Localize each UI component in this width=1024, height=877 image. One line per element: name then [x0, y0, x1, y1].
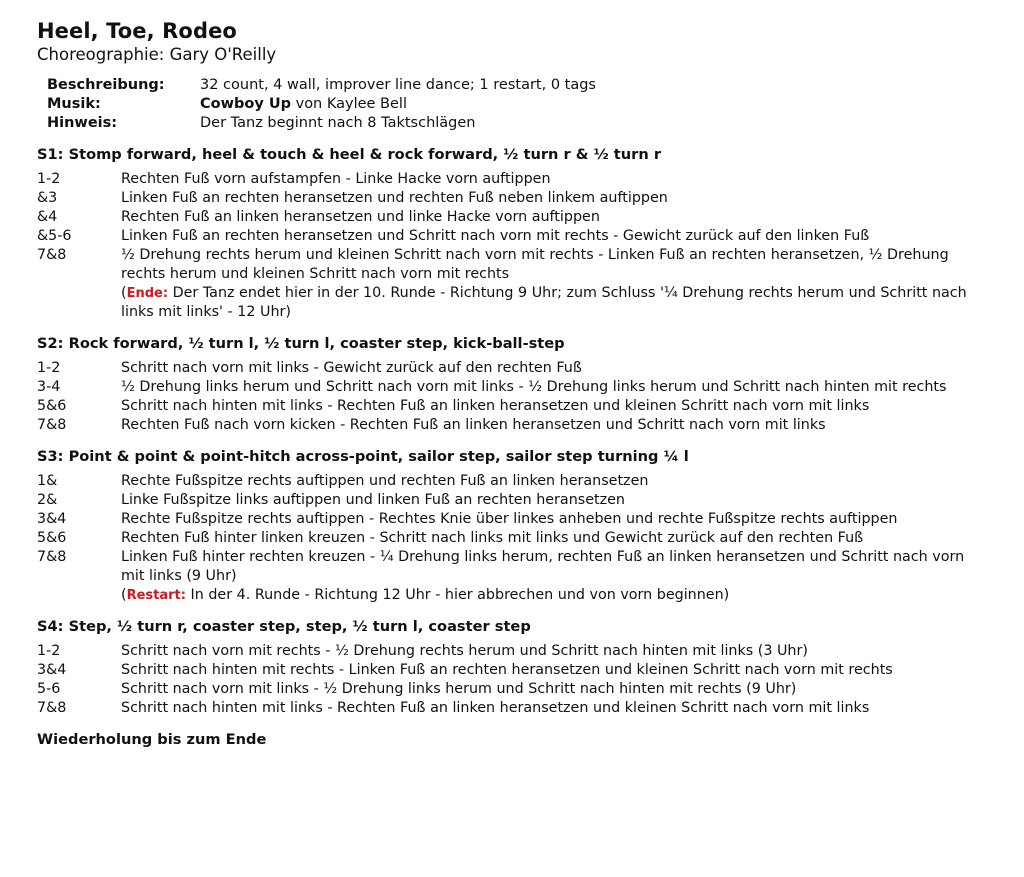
info-value: Der Tanz beginnt nach 8 Taktschlägen — [200, 115, 476, 131]
step-row — [37, 548, 1024, 586]
step-count: &5-6 — [37, 228, 72, 244]
step-description: Linken Fuß hinter rechten kreuzen - ¼ Drehung links herum, rechten Fuß an linken heransetzen und Schritt nach vorn mit links (9 Uhr) — [121, 549, 965, 584]
step-row — [37, 397, 1024, 416]
step-count: 3&4 — [37, 511, 67, 527]
info-row-note — [47, 114, 1024, 133]
section-4 — [37, 617, 1024, 718]
step-row — [37, 680, 1024, 699]
step-count: &3 — [37, 190, 58, 206]
step-row — [37, 661, 1024, 680]
info-label: Beschreibung: — [47, 77, 165, 93]
step-row — [37, 472, 1024, 491]
step-description: Linke Fußspitze links auftippen und linken Fuß an rechten heransetzen — [121, 492, 625, 508]
step-count: 2& — [37, 492, 58, 508]
step-row — [37, 170, 1024, 189]
step-count: 7&8 — [37, 700, 67, 716]
step-count: 7&8 — [37, 549, 67, 565]
step-row — [37, 529, 1024, 548]
section-heading: S3: Point & point & point-hitch across-point, sailor step, sailor step turning ¼ l — [37, 448, 689, 465]
step-row — [37, 208, 1024, 227]
choreographer: Choreographie: Gary O'Reilly — [37, 45, 277, 64]
step-description: Schritt nach hinten mit links - Rechten Fuß an linken heransetzen und kleinen Schritt nach vorn mit links — [121, 700, 870, 716]
step-description: Rechten Fuß nach vorn kicken - Rechten Fuß an linken heransetzen und Schritt nach vorn mit links — [121, 417, 826, 433]
step-description: ½ Drehung rechts herum und kleinen Schritt nach vorn mit rechts - Linken Fuß an rechten heransetzen, ½ Drehung rechts herum und kleinen Schritt nach vorn mit rechts — [121, 247, 949, 282]
section-heading: S4: Step, ½ turn r, coaster step, step, ½ turn l, coaster step — [37, 618, 531, 635]
section-note — [37, 284, 1024, 322]
step-count: 5-6 — [37, 681, 61, 697]
step-description: Schritt nach hinten mit rechts - Linken Fuß an rechten heransetzen und kleinen Schritt nach vorn mit rechts — [121, 662, 893, 678]
note-paren: ( — [121, 285, 127, 301]
step-description: Rechten Fuß vorn aufstampfen - Linke Hacke vorn auftippen — [121, 171, 551, 187]
step-description: Rechten Fuß hinter linken kreuzen - Schritt nach links mit links und Gewicht zurück auf den rechten Fuß — [121, 530, 864, 546]
section-2 — [37, 334, 1024, 435]
step-description: Schritt nach vorn mit links - Gewicht zurück auf den rechten Fuß — [121, 360, 582, 376]
step-row — [37, 246, 1024, 284]
step-description: Rechte Fußspitze rechts auftippen - Rechtes Knie über linkes anheben und rechte Fußspitze rechts auftippen — [121, 511, 898, 527]
step-row — [37, 359, 1024, 378]
step-row — [37, 416, 1024, 435]
step-row — [37, 491, 1024, 510]
note-label: Ende: — [126, 286, 169, 301]
info-label: Hinweis: — [47, 115, 118, 131]
step-row — [37, 227, 1024, 246]
info-label: Musik: — [47, 96, 101, 112]
step-row — [37, 189, 1024, 208]
note-paren: ( — [121, 587, 127, 603]
step-count: 7&8 — [37, 417, 67, 433]
step-count: 1& — [37, 473, 58, 489]
sections — [37, 145, 1024, 718]
footer-text: Wiederholung bis zum Ende — [37, 731, 267, 748]
section-3 — [37, 447, 1024, 605]
step-row — [37, 642, 1024, 661]
step-count: 1-2 — [37, 360, 61, 376]
note-label: Restart: — [126, 588, 186, 603]
section-heading: S1: Stomp forward, heel & touch & heel & rock forward, ½ turn r & ½ turn r — [37, 146, 662, 163]
step-description: Schritt nach hinten mit links - Rechten Fuß an linken heransetzen und kleinen Schritt nach vorn mit links — [121, 398, 870, 414]
step-row — [37, 699, 1024, 718]
step-count: 3-4 — [37, 379, 61, 395]
step-description: Schritt nach vorn mit links - ½ Drehung links herum und Schritt nach hinten mit rechts (9 Uhr) — [121, 681, 797, 697]
note-text: In der 4. Runde - Richtung 12 Uhr - hier abbrechen und von vorn beginnen) — [185, 587, 730, 603]
step-description: ½ Drehung links herum und Schritt nach vorn mit links - ½ Drehung links herum und Schritt nach hinten mit rechts — [121, 379, 947, 395]
step-count: 3&4 — [37, 662, 67, 678]
step-row — [37, 510, 1024, 529]
info-value: Cowboy Up von Kaylee Bell — [200, 96, 407, 112]
info-row-music — [47, 95, 1024, 114]
step-count: &4 — [37, 209, 58, 225]
step-count: 5&6 — [37, 398, 67, 414]
info-value: 32 count, 4 wall, improver line dance; 1 restart, 0 tags — [200, 77, 596, 93]
note-text: Der Tanz endet hier in der 10. Runde - Richtung 9 Uhr; zum Schluss '¼ Drehung rechts herum und Schritt nach links mit links' - 12 Uhr) — [121, 285, 972, 320]
step-description: Rechten Fuß an linken heransetzen und linke Hacke vorn auftippen — [121, 209, 600, 225]
section-note — [37, 586, 1024, 605]
dance-title: Heel, Toe, Rodeo — [37, 19, 237, 43]
step-description: Linken Fuß an rechten heransetzen und rechten Fuß neben linkem auftippen — [121, 190, 668, 206]
step-row — [37, 378, 1024, 397]
info-row-description — [47, 76, 1024, 95]
step-count: 1-2 — [37, 643, 61, 659]
step-count: 5&6 — [37, 530, 67, 546]
section-heading: S2: Rock forward, ½ turn l, ½ turn l, coaster step, kick-ball-step — [37, 335, 565, 352]
song-title: Cowboy Up — [200, 96, 291, 112]
step-count: 1-2 — [37, 171, 61, 187]
note-body — [121, 586, 991, 605]
step-description: Rechte Fußspitze rechts auftippen und rechten Fuß an linken heransetzen — [121, 473, 649, 489]
note-body — [121, 284, 991, 322]
step-count: 7&8 — [37, 247, 67, 263]
step-description: Schritt nach vorn mit rechts - ½ Drehung rechts herum und Schritt nach hinten mit links (3 Uhr) — [121, 643, 808, 659]
section-1 — [37, 145, 1024, 322]
info-block — [47, 76, 1024, 133]
step-description: Linken Fuß an rechten heransetzen und Schritt nach vorn mit rechts - Gewicht zurück auf den linken Fuß — [121, 228, 870, 244]
